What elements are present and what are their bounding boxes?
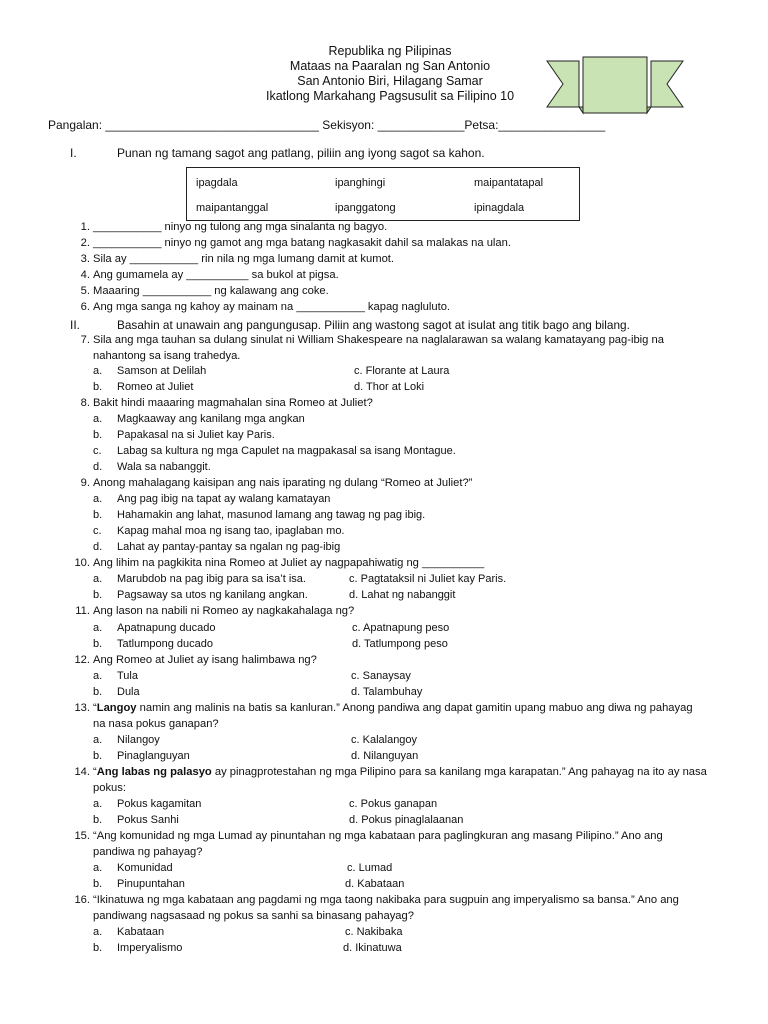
option-c: c. Pokus ganapan: [349, 798, 438, 810]
word-choice-box: [186, 167, 580, 221]
word-choice: ipanghingi: [335, 177, 386, 189]
question-text: Ang lason na nabili ni Romeo ay nagkakahalaga ng?: [93, 605, 355, 617]
option-text: Tatlumpong ducado: [117, 638, 214, 650]
question-text: “Ikinatuwa ng mga kabataan ang pagdami ng mga taong nakibaka para sugpuin ang imperyalismo sa bansa.” Ano ang: [93, 894, 679, 906]
section-2-number: II.: [70, 318, 81, 332]
word-choice: maipantanggal: [196, 202, 269, 214]
option-text: Marubdob na pag ibig para sa isa’t isa.: [117, 573, 306, 585]
option-text: Kabataan: [117, 926, 165, 938]
question-number: 9.: [80, 477, 90, 489]
header-address: San Antonio Biri, Hilagang Samar: [297, 74, 483, 88]
option-letter: c.: [93, 525, 102, 537]
option-letter: a.: [93, 862, 103, 874]
item-text: Sila ay ___________ rin nila ng mga lumang damit at kumot.: [93, 253, 395, 265]
option-letter: a.: [93, 365, 103, 377]
question-text: Bakit hindi maaaring magmahalan sina Romeo at Juliet?: [93, 397, 373, 409]
item-number: 2.: [80, 237, 90, 249]
question-number: 12.: [74, 654, 90, 666]
question-text: Ang Romeo at Juliet ay isang halimbawa ng?: [93, 654, 317, 666]
option-letter: a.: [93, 670, 103, 682]
option-letter: b.: [93, 686, 103, 698]
option-text: Wala sa nabanggit.: [117, 461, 211, 473]
quote-mark: “: [93, 766, 97, 778]
word-choice: ipagdala: [196, 177, 238, 189]
option-text: Imperyalismo: [117, 942, 183, 954]
option-letter: b.: [93, 878, 103, 890]
option-text: Papakasal na si Juliet kay Paris.: [117, 429, 275, 441]
student-info-line[interactable]: Pangalan: ________________________________ Sekisyon: _____________Petsa:________________: [48, 118, 606, 132]
question-text: pokus:: [93, 781, 126, 794]
option-text: Pinaglanguyan: [117, 750, 190, 762]
option-d: d. Tatlumpong peso: [352, 638, 448, 650]
option-letter: a.: [93, 798, 103, 810]
item-text: ___________ ninyo ng gamot ang mga batang nagkasakit dahil sa malakas na ulan.: [93, 237, 511, 249]
section-1-instruction: Punan ng tamang sagot ang patlang, piliin ang iyong sagot sa kahon.: [117, 146, 485, 160]
option-letter: b.: [93, 509, 103, 521]
option-letter: a.: [93, 926, 103, 938]
option-text: Pokus kagamitan: [117, 798, 202, 810]
item-text: Maaaring ___________ ng kalawang ang coke.: [93, 285, 329, 297]
option-d: d. Talambuhay: [351, 686, 423, 698]
section-2-instruction: Basahin at unawain ang pangungusap. Piliin ang wastong sagot at isulat ang titik bago ang bilang.: [117, 318, 630, 332]
option-letter: b.: [93, 589, 103, 601]
option-letter: b.: [93, 942, 103, 954]
option-text: Romeo at Juliet: [117, 381, 194, 393]
option-letter: b.: [93, 381, 103, 393]
question-number: 7.: [80, 334, 90, 346]
option-text: Pinupuntahan: [117, 878, 185, 890]
option-text: Kapag mahal moa ng isang tao, ipaglaban mo.: [117, 525, 345, 537]
option-c: c. Apatnapung peso: [352, 622, 450, 634]
item-text: ___________ ninyo ng tulong ang mga sinalanta ng bagyo.: [93, 221, 388, 233]
question-text: “Ang komunidad ng mga Lumad ay pinuntahan ng mga kabataan para paglingkuran ang masang Pilipino.” Ano ang: [93, 830, 663, 842]
question-text: [93, 701, 720, 717]
option-text: Nilangoy: [117, 734, 160, 746]
option-letter: c.: [93, 445, 102, 457]
option-text: Dula: [117, 686, 140, 698]
option-c: c. Lumad: [347, 862, 393, 874]
option-text: Ang pag ibig na tapat ay walang kamatayan: [117, 493, 331, 505]
item-text: Ang mga sanga ng kahoy ay mainam na ___________ kapag nagluluto.: [93, 301, 451, 313]
student-info-fields: [48, 118, 605, 132]
item-number: 5.: [80, 285, 90, 297]
option-d: d. Thor at Loki: [354, 381, 425, 393]
option-text: Apatnapung ducado: [117, 622, 216, 634]
emphasized-phrase: Ang labas ng palasyo: [96, 766, 212, 778]
option-c: c. Sanaysay: [351, 670, 411, 682]
option-c: c. Florante at Laura: [354, 365, 450, 377]
header-school: Mataas na Paaralan ng San Antonio: [289, 59, 491, 73]
question-number: 16.: [74, 894, 90, 906]
banner-scroll-graphic: [545, 55, 685, 125]
option-c: c. Kalalangoy: [351, 734, 418, 746]
question-text: pandiwa ng pahayag?: [93, 845, 203, 858]
option-d: d. Kabataan: [345, 878, 405, 890]
option-text: Samson at Delilah: [117, 365, 207, 377]
question-text: Anong mahalagang kaisipan ang nais iparating ng dulang “Romeo at Juliet?”: [93, 477, 473, 489]
question-text: pandiwang nagsasaad ng pokus sa sanhi sa binasang pahayag?: [93, 909, 414, 922]
option-d: d. Lahat ng nabanggit: [349, 589, 456, 601]
option-letter: d.: [93, 461, 103, 473]
option-text: Pagsaway sa utos ng kanilang angkan.: [117, 589, 308, 601]
option-d: d. Nilanguyan: [351, 750, 419, 762]
header-republic: Republika ng Pilipinas: [328, 44, 452, 58]
question-number: 10.: [74, 557, 90, 569]
question-text: [93, 765, 720, 781]
option-text: Tula: [117, 670, 138, 682]
quote-mark: “: [93, 702, 97, 714]
option-letter: a.: [93, 573, 103, 585]
option-letter: a.: [93, 734, 103, 746]
option-d: d. Ikinatuwa: [343, 942, 402, 954]
question-number: 8.: [80, 397, 90, 409]
option-text: Lahat ay pantay-pantay sa ngalan ng pag-ibig: [117, 541, 341, 553]
header-exam-title: Ikatlong Markahang Pagsusulit sa Filipino 10: [265, 89, 515, 103]
option-c: c. Pagtataksil ni Juliet kay Paris.: [349, 573, 507, 585]
option-text: Labag sa kultura ng mga Capulet na magpakasal sa isang Montague.: [117, 445, 456, 457]
item-number: 1.: [80, 221, 90, 233]
question-text: nahantong sa isang trahedya.: [93, 349, 241, 362]
question-number: 13.: [74, 702, 90, 714]
question-number: 14.: [74, 766, 90, 778]
option-c: c. Nakibaka: [345, 926, 403, 938]
option-letter: b.: [93, 638, 103, 650]
option-letter: b.: [93, 429, 103, 441]
section-1-number: I.: [70, 146, 77, 160]
question-text: Ang lihim na pagkikita nina Romeo at Juliet ay nagpapahiwatig ng __________: [93, 557, 485, 569]
word-choice: ipanggatong: [335, 202, 396, 214]
option-text: Pokus Sanhi: [117, 814, 179, 826]
option-letter: b.: [93, 750, 103, 762]
question-text: Sila ang mga tauhan sa dulang sinulat ni William Shakespeare na naglalarawan sa walang kamatayang pag-ibig na: [93, 334, 664, 346]
word-choice: ipinagdala: [474, 202, 525, 214]
option-text: Magkaaway ang kanilang mga angkan: [117, 413, 305, 425]
option-letter: a.: [93, 413, 103, 425]
item-text: Ang gumamela ay __________ sa bukol at pigsa.: [93, 269, 339, 281]
word-choice: maipantatapal: [474, 177, 544, 189]
option-letter: a.: [93, 622, 103, 634]
option-text: Hahamakin ang lahat, masunod lamang ang tawag ng pag ibig.: [117, 509, 426, 521]
option-letter: a.: [93, 493, 103, 505]
item-number: 3.: [80, 253, 90, 265]
option-d: d. Pokus pinaglalaanan: [349, 814, 464, 826]
item-number: 6.: [80, 301, 90, 313]
emphasized-word: Langoy: [96, 702, 137, 714]
item-number: 4.: [80, 269, 90, 281]
option-letter: b.: [93, 814, 103, 826]
question-text: na nasa pokus ganapan?: [93, 717, 219, 730]
question-text-rest: namin ang malinis na batis sa kanluran.” Anong pandiwa ang dapat gamitin upang mabuo ang diwa ng pahayag: [136, 702, 693, 714]
question-number: 15.: [74, 830, 90, 842]
question-text-rest: ay pinagprotestahan ng mga Pilipino para sa kanilang mga karapatan.” Ang pahayag na ito ay nasa: [211, 766, 707, 778]
option-letter: d.: [93, 541, 103, 553]
option-text: Komunidad: [117, 862, 173, 874]
question-number: 11.: [75, 605, 90, 617]
